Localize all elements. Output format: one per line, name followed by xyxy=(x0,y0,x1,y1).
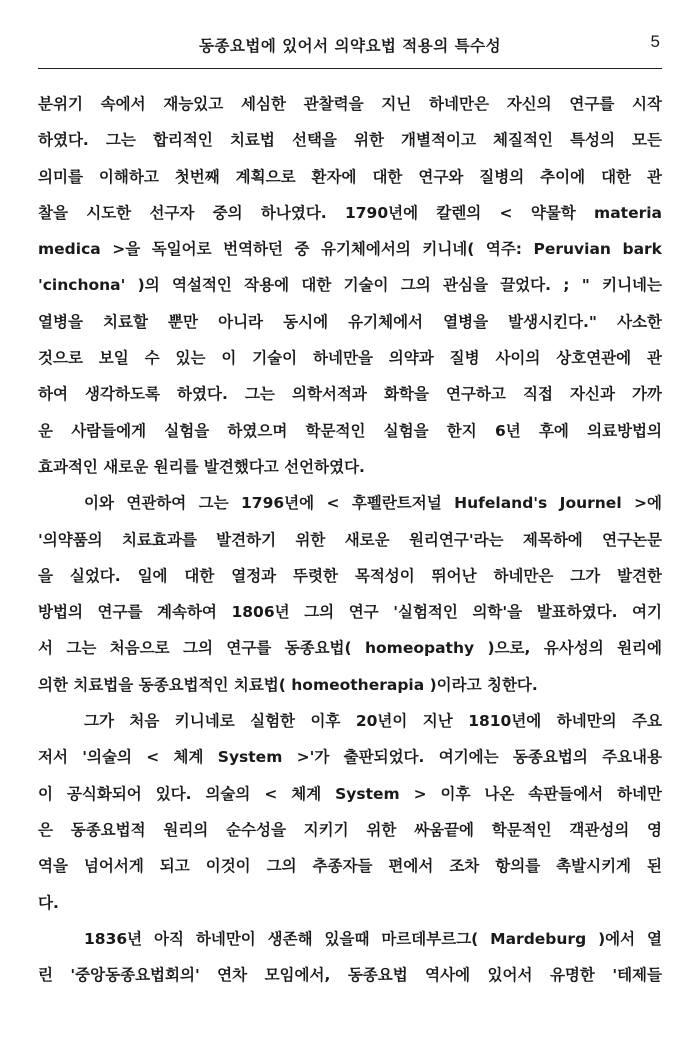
header-title: 동종요법에 있어서 의약요법 적용의 특수성 xyxy=(198,37,502,55)
text-line: 방법의 연구를 계속하여 1806년 그의 연구 '실험적인 의학'을 발표하였다. 여기 xyxy=(38,603,662,622)
text-line: '의약품의 치료효과를 발견하기 위한 새로운 원리연구'라는 제목하에 연구논문 xyxy=(38,530,662,549)
text-line: 'cinchona' )의 역설적인 작용에 대한 기술이 그의 관심을 끌었다. ; " 키니네는 xyxy=(38,276,662,295)
text-line: 저서 '의술의 < 체계 System >'가 출판되었다. 여기에는 동종요법의 주요내용 xyxy=(38,748,662,767)
text-line: 은 동종요법적 원리의 순수성을 지키기 위한 싸움끝에 학문적인 객관성의 영 xyxy=(38,820,662,839)
running-header xyxy=(38,34,662,69)
text-line: 의미를 이해하고 첫번째 계획으로 환자에 대한 연구와 질병의 추이에 대한 관 xyxy=(38,167,662,186)
text-line: 분위기 속에서 재능있고 세심한 관찰력을 지닌 하네만은 자신의 연구를 시작 xyxy=(38,95,662,113)
text-line: 이 공식화되어 있다. 의술의 < 체계 System > 이후 나온 속판들에서 하네만 xyxy=(38,784,662,803)
text-line: 효과적인 새로운 원리를 발견했다고 선언하였다. xyxy=(38,457,365,476)
text-line: 역을 넘어서게 되고 이것이 그의 추종자들 편에서 조차 항의를 촉발시키게 된 xyxy=(38,857,662,876)
text-line: 서 그는 처음으로 그의 연구를 동종요법( homeopathy )으로, 유사성의 원리에 xyxy=(38,639,662,658)
text-line: 찰을 시도한 선구자 중의 하나였다. 1790년에 칼렌의 < 약물학 materia xyxy=(38,203,662,222)
text-line: 하여 생각하도록 하였다. 그는 의학서적과 화학을 연구하고 직접 자신과 가까 xyxy=(38,385,662,404)
text-line: 이와 연관하여 그는 1796년에 < 후펠란트저널 Hufeland's Journel >에 xyxy=(84,494,662,513)
body-text xyxy=(38,86,662,993)
text-line: 열병을 치료할 뿐만 아니라 동시에 유기체에서 열병을 발생시킨다." 사소한 xyxy=(38,312,662,331)
text-line: 린 '중앙동종요법회의' 연차 모임에서, 동종요법 역사에 있어서 유명한 '테제들 xyxy=(38,966,662,985)
text-line: 을 실었다. 일에 대한 열정과 뚜렷한 목적성이 뛰어난 하네만은 그가 발견한 xyxy=(38,566,662,585)
text-line: 운 사람들에게 실험을 하였으며 학문적인 실험을 한지 6년 후에 의료방법의 xyxy=(38,421,662,440)
text-line: 의한 치료법을 동종요법적인 치료법( homeotherapia )이라고 칭한다. xyxy=(38,675,538,694)
text-line: 것으로 보일 수 있는 이 기술이 하네만을 의약과 질병 사이의 상호연관에 관 xyxy=(38,349,662,368)
text-line: 다. xyxy=(38,893,59,912)
text-line: 하였다. 그는 합리적인 치료법 선택을 위한 개별적이고 체질적인 특성의 모든 xyxy=(38,131,662,150)
text-line: 1836년 아직 하네만이 생존해 있을때 마르데부르그( Mardeburg )에서 열 xyxy=(84,929,662,948)
text-line: medica >을 독일어로 번역하던 중 유기체에서의 키니네( 역주: Peruvian bark xyxy=(38,240,662,259)
text-line: 그가 처음 키니네로 실험한 이후 20년이 지난 1810년에 하네만의 주요 xyxy=(84,712,662,731)
page-number: 5 xyxy=(650,32,660,51)
